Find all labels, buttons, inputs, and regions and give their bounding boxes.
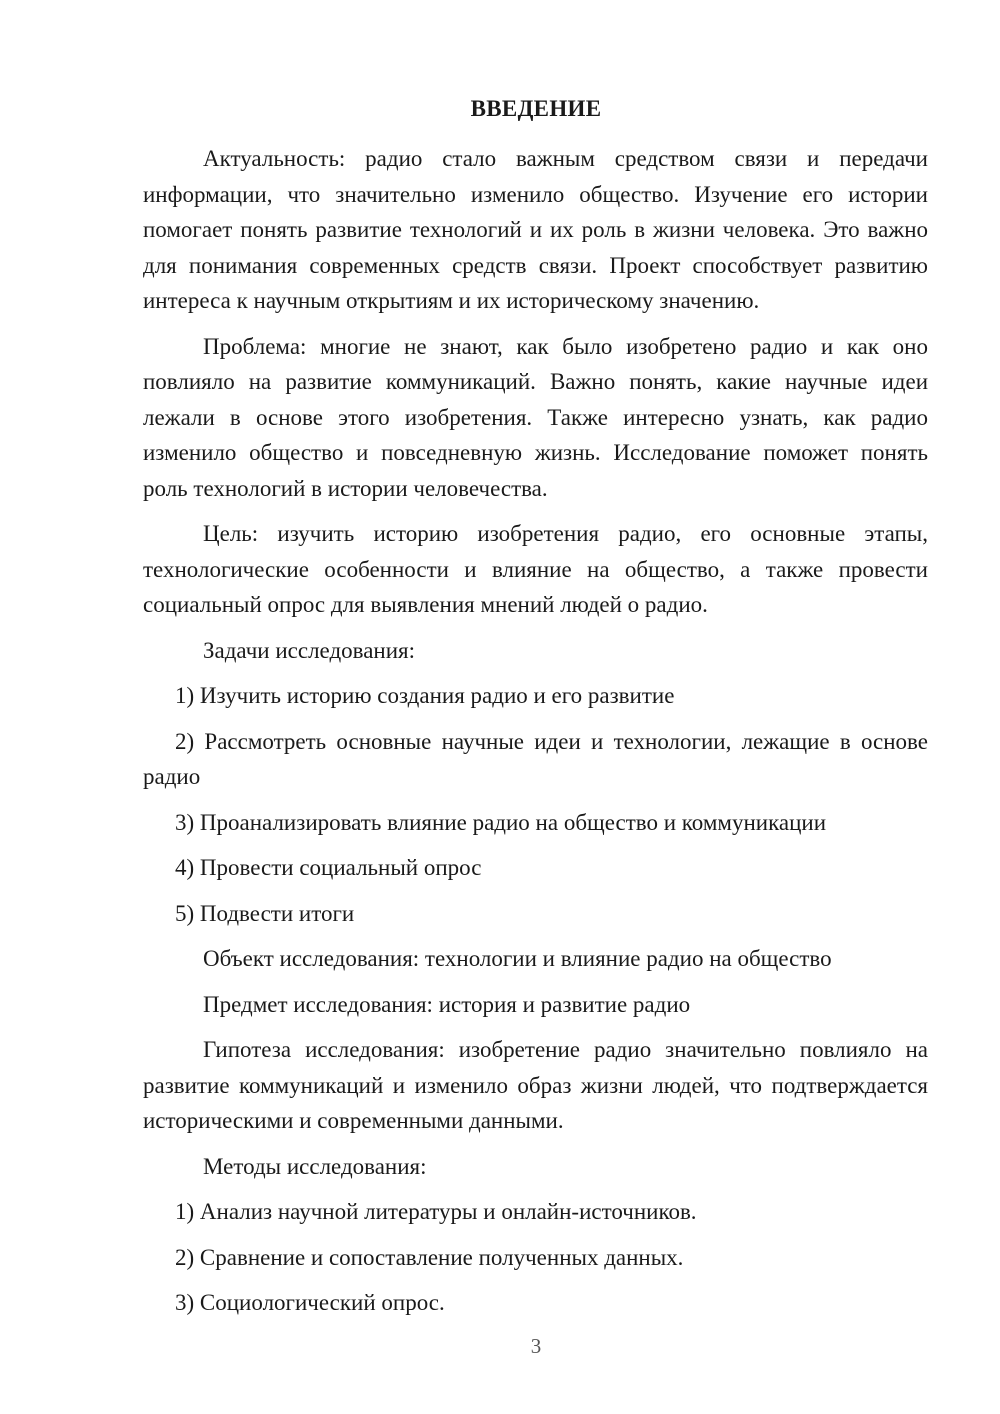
task-item: 4) Провести социальный опрос [175, 855, 482, 880]
task-item: 5) Подвести итоги [175, 900, 355, 926]
page-title: ВВЕДЕНИЕ [470, 96, 602, 121]
method-item: 2) Сравнение и сопоставление полученных данных. [175, 1244, 684, 1270]
method-item: 1) Анализ научной литературы и онлайн-источников. [175, 1199, 697, 1224]
task-item: 3) Проанализировать влияние радио на общество и коммуникации [175, 809, 827, 835]
document-body [143, 141, 928, 1331]
task-item: 1) Изучить историю создания радио и его развитие [175, 683, 675, 708]
tasks-heading: Задачи исследования: [203, 637, 416, 663]
page-number: 3 [530, 1334, 542, 1358]
problem-paragraph: Проблема: многие не знают, как было изобретено радио и как оно повлияло на развитие коммуникаций. Важно понять, какие научные идеи лежали в основе этого изобретения. Также интересно узнать, как радио изменило общество и повседневную жизнь. Исследование поможет понять роль технологий в истории человечества. [143, 333, 928, 501]
method-item: 3) Социологический опрос. [175, 1290, 445, 1315]
task-item: 2) Рассмотреть основные научные идеи и технологии, лежащие в основе радио [143, 728, 928, 789]
methods-heading: Методы исследования: [203, 1153, 427, 1179]
goal-paragraph: Цель: изучить историю изобретения радио, его основные этапы, технологические особенности и влияние на общество, а также провести социальный опрос для выявления мнений людей о радио. [143, 521, 928, 617]
subject-paragraph: Предмет исследования: история и развитие радио [203, 991, 691, 1017]
hypothesis-paragraph: Гипотеза исследования: изобретение радио значительно повлияло на развитие коммуникаций и изменило образ жизни людей, что подтверждается историческими и современными данными. [143, 1037, 928, 1133]
object-paragraph: Объект исследования: технологии и влияние радио на общество [203, 946, 832, 971]
relevance-paragraph: Актуальность: радио стало важным средством связи и передачи информации, что значительно изменило общество. Изучение его истории помогает понять развитие технологий и их роль в жизни человека. Это важно для понимания современных средств связи. Проект способствует развитию интереса к научным открытиям и их историческому значению. [143, 146, 928, 313]
